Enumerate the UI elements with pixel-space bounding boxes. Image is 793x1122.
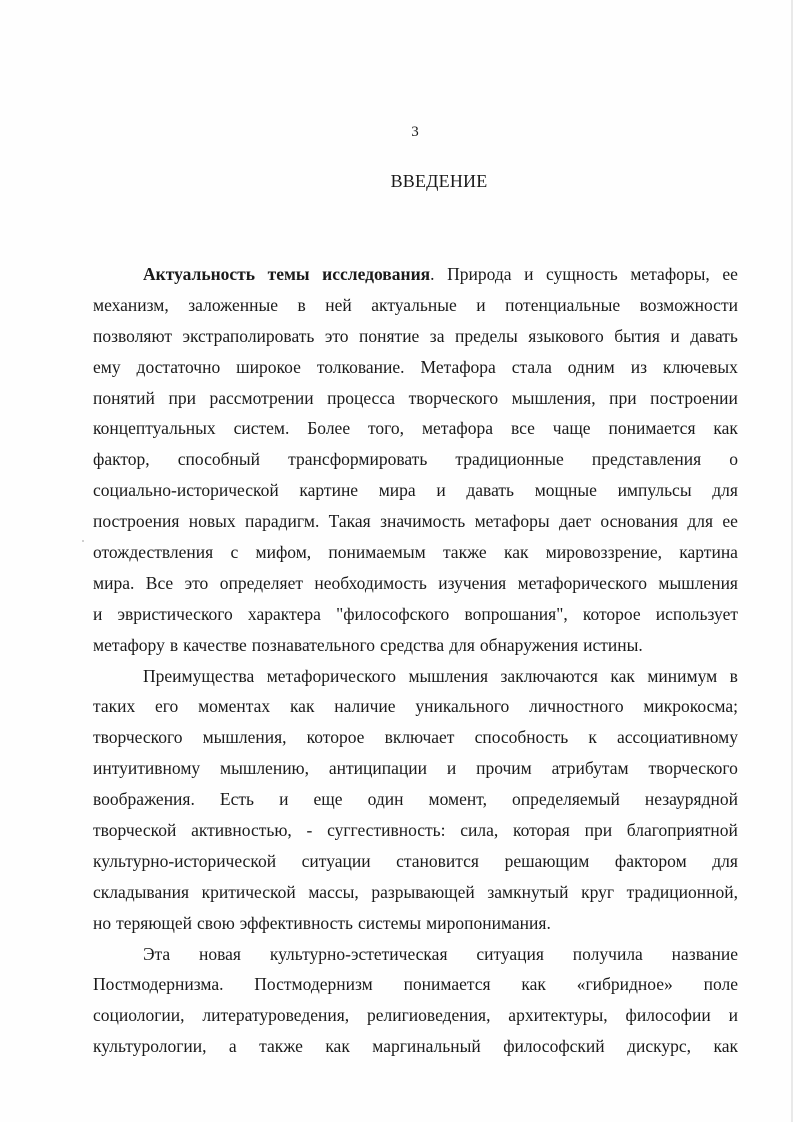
word: способность [474, 727, 569, 748]
word: для [712, 480, 738, 501]
word: ему [93, 356, 121, 377]
word: как [325, 1036, 350, 1057]
word: давать [690, 325, 738, 346]
word: теряющей [116, 912, 193, 933]
word: понимаемым [328, 542, 426, 563]
word: сущность [546, 264, 618, 284]
word: в [169, 634, 179, 655]
word: новых [188, 511, 236, 532]
word: и [93, 603, 103, 624]
text-line [93, 383, 738, 414]
word: изучения [438, 572, 507, 593]
word: метафора [421, 418, 494, 439]
word: интуитивному [93, 758, 201, 779]
document-body [93, 259, 738, 1062]
word: при [168, 387, 196, 408]
word: истины. [583, 634, 643, 655]
word: но [93, 912, 112, 933]
word: социально-исторической [93, 480, 279, 501]
word: маргинальный [372, 1036, 481, 1057]
word: позволяют [93, 325, 172, 346]
word: для [449, 634, 475, 655]
word: необходимость [314, 572, 427, 593]
word: одним [567, 356, 615, 377]
word: толкование. [316, 356, 405, 377]
text-line [93, 506, 738, 537]
word: мышления, [511, 387, 596, 408]
word: метафоры [474, 511, 550, 532]
word: становится [396, 850, 479, 871]
word: социологии, [93, 1005, 185, 1026]
word: также [442, 542, 487, 563]
word: философский [503, 1036, 605, 1057]
word: культурологии, [93, 1036, 207, 1057]
text-line [93, 290, 738, 321]
word: антиципации [328, 758, 427, 779]
text-line [93, 661, 738, 692]
word: воображения. [93, 789, 195, 810]
word: понятий [93, 387, 155, 408]
word: свою [197, 912, 235, 933]
word: Более [307, 418, 351, 439]
text-line [93, 413, 738, 444]
word: построении [650, 387, 738, 408]
word: мышления [408, 665, 489, 686]
word: эффективность [239, 912, 354, 933]
text-line [93, 599, 738, 630]
word: круг [581, 881, 615, 902]
word: традиционной, [626, 881, 738, 902]
word: фактор, [93, 449, 150, 470]
word: понимается [403, 974, 491, 995]
word: стала [511, 356, 552, 377]
word: «гибридное» [576, 974, 673, 995]
word: метафору [93, 634, 165, 655]
word: мира. [93, 572, 135, 593]
word: как [713, 418, 738, 439]
word: метафорического [517, 572, 647, 593]
word: импульсы [617, 480, 692, 501]
word: отождествления [93, 542, 214, 563]
word: при [609, 387, 637, 408]
word: ней [325, 294, 352, 315]
word: творческого [93, 727, 183, 748]
word: и [436, 480, 446, 501]
word: традиционные [455, 449, 564, 470]
word: и [279, 789, 289, 810]
word: к [588, 727, 597, 748]
word: построения [93, 511, 180, 532]
text-line [93, 537, 738, 568]
word: разрывающей [371, 881, 475, 902]
word: метафоры, [630, 264, 710, 284]
word: как [610, 665, 635, 686]
word: критической [201, 881, 296, 902]
text-line [93, 352, 738, 383]
word: Эта [143, 943, 171, 964]
word: значимость [380, 511, 466, 532]
word: и [670, 325, 680, 346]
word: экстраполировать [182, 325, 315, 346]
word: исследования. [322, 264, 435, 284]
word: мифом, [255, 542, 312, 563]
word: заключаются [500, 665, 598, 686]
text-line [93, 939, 738, 970]
word: процесса [327, 387, 396, 408]
word: обнаружения [479, 634, 579, 655]
word: концептуальных [93, 418, 216, 439]
word: Преимущества [143, 665, 255, 686]
word: все [510, 418, 535, 439]
paragraph [93, 259, 738, 661]
word: Постмодернизм [254, 974, 373, 995]
word: Есть [219, 789, 255, 810]
word: уникального [415, 696, 510, 717]
word: фактором [614, 850, 687, 871]
word: при [584, 820, 613, 841]
word: суггестивность: [327, 820, 446, 841]
word: как [521, 974, 546, 995]
word: название [671, 943, 738, 964]
word: "философского [336, 603, 450, 624]
text-line [93, 784, 738, 815]
word: культурно-эстетическая [269, 943, 448, 964]
word: для [712, 850, 738, 871]
word: таких [93, 696, 136, 717]
word: мощные [534, 480, 597, 501]
word: прочим [476, 758, 532, 779]
word: как [289, 696, 315, 717]
word: которое [582, 603, 641, 624]
word: - [306, 820, 313, 841]
text-line [93, 969, 738, 1000]
word: Метафора [420, 356, 496, 377]
word: понимается [608, 418, 696, 439]
word: новая [199, 943, 241, 964]
text-line [93, 815, 738, 846]
word: решающим [504, 850, 590, 871]
word: архитектуры, [508, 1005, 608, 1026]
text-line [93, 691, 738, 722]
paragraph [93, 939, 738, 1063]
word: бытия [614, 325, 660, 346]
word: мировоззрение, [545, 542, 663, 563]
word: характера [247, 603, 321, 624]
word: ситуация [476, 943, 544, 964]
word: механизм, [93, 294, 169, 315]
word: определяет [219, 572, 303, 593]
page-number: 3 [411, 124, 419, 140]
word: того, [368, 418, 405, 439]
word: представления [591, 449, 702, 470]
word: системы [358, 912, 422, 933]
word: и [476, 294, 486, 315]
word: активностью, [191, 820, 292, 841]
word: атрибутам [551, 758, 629, 779]
word: ключевых [662, 356, 738, 377]
word: поле [703, 974, 738, 995]
word: языкового [528, 325, 604, 346]
word: и [524, 264, 534, 284]
word: ассоциативному [616, 727, 738, 748]
text-line [93, 321, 738, 352]
text-line [93, 846, 738, 877]
word: в [729, 665, 738, 686]
word: моментах [198, 696, 271, 717]
section-heading: ВВЕДЕНИЕ [390, 171, 488, 191]
word: вопрошания", [464, 603, 568, 624]
word: ее [722, 264, 738, 284]
word: чаще [552, 418, 591, 439]
text-line [93, 722, 738, 753]
word: наличие [334, 696, 396, 717]
word: как [713, 1036, 738, 1057]
word: Такая [328, 511, 371, 532]
word: мышления [658, 572, 738, 593]
text-line [93, 568, 738, 599]
word: это [324, 325, 349, 346]
word: Актуальность [143, 264, 256, 284]
paragraph [93, 661, 738, 939]
word: незаурядной [644, 789, 738, 810]
word: благоприятной [626, 820, 738, 841]
word: систем. [233, 418, 290, 439]
word: культурно-исторической [93, 850, 277, 871]
word: дискурс, [627, 1036, 692, 1057]
word: давать [466, 480, 515, 501]
word: за [429, 325, 445, 346]
word: минимум [647, 665, 718, 686]
text-line [93, 475, 738, 506]
word: средства [380, 634, 445, 655]
word: возможности [639, 294, 738, 315]
word: использует [655, 603, 738, 624]
word: дает [558, 511, 592, 532]
word: для [687, 511, 714, 532]
word: эвристического [117, 603, 233, 624]
word: парадигм. [245, 511, 320, 532]
word: также [259, 1036, 303, 1057]
word: рассмотрении [209, 387, 314, 408]
word: творческого [648, 758, 738, 779]
word: мышлению, [220, 758, 310, 779]
word: картина [679, 542, 738, 563]
word: определяемый [512, 789, 620, 810]
word: ситуации [301, 850, 371, 871]
word: актуальные [371, 294, 457, 315]
word: складывания [93, 881, 190, 902]
text-line [93, 908, 738, 939]
text-line [93, 753, 738, 784]
word: ее [722, 511, 738, 532]
word: момент, [428, 789, 487, 810]
word: понятие [359, 325, 420, 346]
scan-artifact [82, 540, 84, 542]
text-line [93, 877, 738, 908]
word: трансформировать [288, 449, 428, 470]
text-line [93, 1000, 738, 1031]
word: творческого [408, 387, 499, 408]
text-line [93, 630, 738, 661]
word: и [728, 1005, 738, 1026]
word: личностного [529, 696, 624, 717]
word: это [184, 572, 209, 593]
word: миропонимания. [426, 912, 551, 933]
word: Постмодернизма. [93, 974, 224, 995]
word: заложенные [188, 294, 279, 315]
word: пределы [454, 325, 518, 346]
word: метафорического [266, 665, 397, 686]
word: основания [600, 511, 679, 532]
word: включает [384, 727, 455, 748]
word: качестве [183, 634, 247, 655]
word: литературоведения, [202, 1005, 350, 1026]
word: из [630, 356, 647, 377]
word: в [297, 294, 306, 315]
word: и [446, 758, 457, 779]
word: с [230, 542, 239, 563]
word: еще [313, 789, 343, 810]
word: способный [177, 449, 260, 470]
word: Природа [447, 264, 512, 284]
word: потенциальные [505, 294, 621, 315]
word: а [228, 1036, 237, 1057]
word: как [503, 542, 529, 563]
word: массы, [308, 881, 359, 902]
word: которая [512, 820, 570, 841]
word: религиоведения, [367, 1005, 491, 1026]
word: о [729, 449, 738, 470]
word: темы [267, 264, 310, 284]
word: философии [625, 1005, 711, 1026]
word: широкое [236, 356, 301, 377]
word: Все [145, 572, 174, 593]
word: сила, [460, 820, 499, 841]
word: картине [299, 480, 359, 501]
text-line [93, 444, 738, 475]
word: микрокосма; [643, 696, 738, 717]
word: познавательного [251, 634, 376, 655]
word: мышления, [202, 727, 287, 748]
word: получила [572, 943, 643, 964]
text-line [93, 1031, 738, 1062]
word: достаточно [136, 356, 221, 377]
word: один [367, 789, 404, 810]
word: мира [378, 480, 416, 501]
text-line [93, 259, 738, 290]
word: его [155, 696, 179, 717]
word: замкнутый [487, 881, 569, 902]
word: которое [306, 727, 365, 748]
word: творческой [93, 820, 177, 841]
